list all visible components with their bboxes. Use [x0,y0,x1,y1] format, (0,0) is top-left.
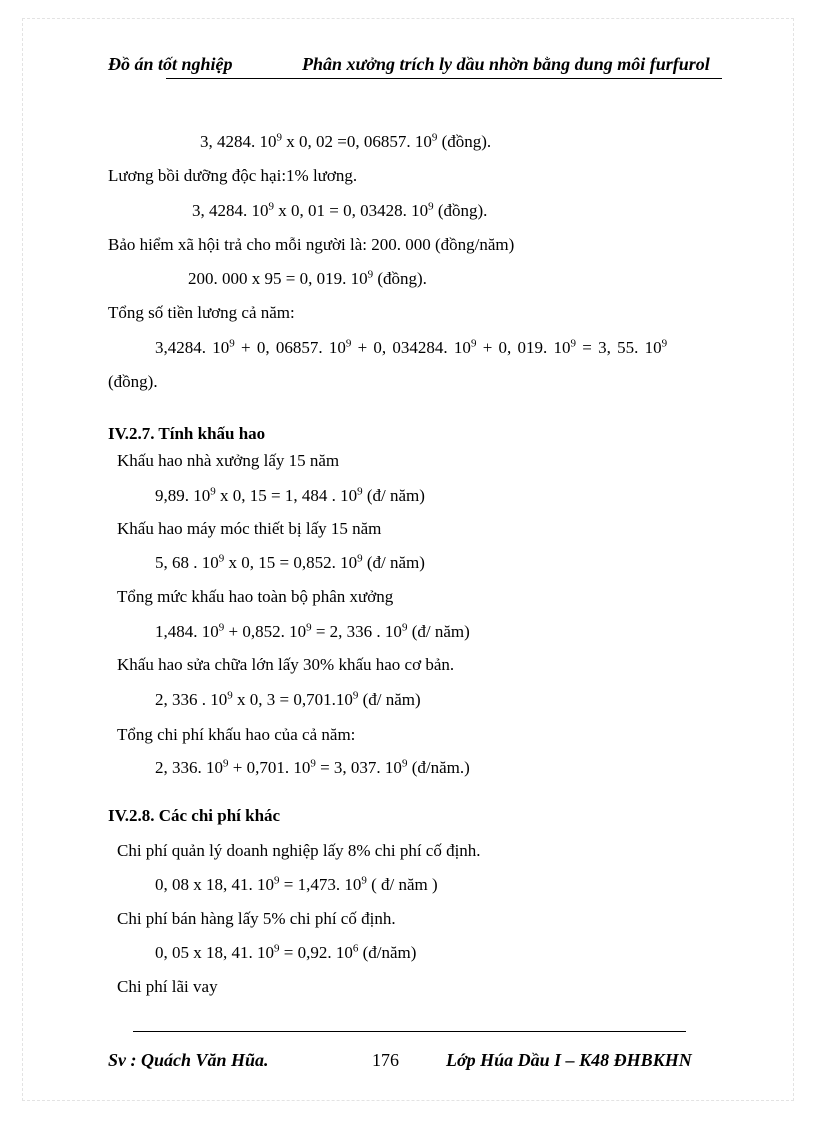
section-heading-iv-2-8: IV.2.8. Các chi phí khác [108,806,281,825]
formula-line-14: 1,484. $10^9 + 0,852$. $10^9 = 2$, 336 . $10^9$ (đ/ năm) [155,621,470,641]
formula-line-5: 200. 000 x 95 = 0, 019. $10^9$ (đồng). [188,268,427,288]
text-line-15: Khấu hao sửa chữa lớn lấy 30% khấu hao cơ bản. [117,655,455,674]
text-line-11: Khấu hao máy móc thiết bị lấy 15 năm [117,519,382,538]
formula-line-16: 2, 336 . $10^9$ x 0, $3 = 0,701.10^9$ (đ/ năm) [155,689,421,709]
footer-rule [133,1031,686,1032]
formula-line-22: 0, 05 x 18, 41. $10^9 = 0,92$. $10^6$ (đ/năm) [155,942,417,962]
header-left-title: Đồ án tốt nghiệp [108,54,233,74]
footer-class-name: Lớp Húa Dầu I – K48 ĐHBKHN [446,1050,692,1070]
text-line-6: Tổng số tiền lương cả năm: [108,303,295,322]
formula-line-1: 3, 4284. $10^9$ x 0, 02 =0, 06857. $10^9$ (đồng). [200,131,492,151]
formula-line-12: 5, 68 . $10^9$ x 0, 15 = 0,852. $10^9$ (đ/ năm) [155,552,425,572]
text-line-17: Tổng chi phí khấu hao của cả năm: [117,725,356,744]
section-heading-iv-2-7: IV.2.7. Tính khấu hao [108,424,266,443]
formula-line-10: 9,89. $10^9$ x 0, 15 = 1, 484 . $10^9$ (đ/ năm) [155,485,425,505]
formula-line-20: 0, 08 x 18, 41. $10^9 = 1,473$. $10^9$ ( đ/ năm ) [155,874,438,894]
text-line-2: Lương bồi dưỡng độc hại:1% lương. [108,166,358,185]
formula-line-3: 3, 4284. $10^9$ x 0, 01 = 0, 03428. $10^9$ (đồng). [192,200,488,220]
text-line-23: Chi phí lãi vay [117,977,218,996]
text-line-8: (đồng). [108,372,158,391]
text-line-9: Khấu hao nhà xưởng lấy 15 năm [117,451,340,470]
footer-page-number: 176 [372,1050,399,1070]
formula-line-7: 3,4284. $10^9 + 0$, 06857. $10^9 + 0$, 034284. $10^9 + 0$, 019. $10^9 = 3$, 55. $10^9$ [155,337,668,357]
formula-line-18: 2, 336. $10^9 + 0,701$. $10^9 = 3$, 037. $10^9$ (đ/năm.) [155,757,470,777]
text-line-13: Tổng mức khấu hao toàn bộ phân xưởng [117,587,394,606]
text-line-19: Chi phí quản lý doanh nghiệp lấy 8% chi phí cố định. [117,841,481,860]
text-line-21: Chi phí bán hàng lấy 5% chi phí cố định. [117,909,396,928]
header-right-title: Phân xưởng trích ly dầu nhờn bằng dung môi furfurol [302,54,710,74]
text-line-4: Bảo hiểm xã hội trả cho mỗi người là: 200. 000 (đồng/năm) [108,235,515,254]
footer-student-name: Sv : Quách Văn Hũa. [108,1050,269,1070]
header-rule [166,78,722,79]
